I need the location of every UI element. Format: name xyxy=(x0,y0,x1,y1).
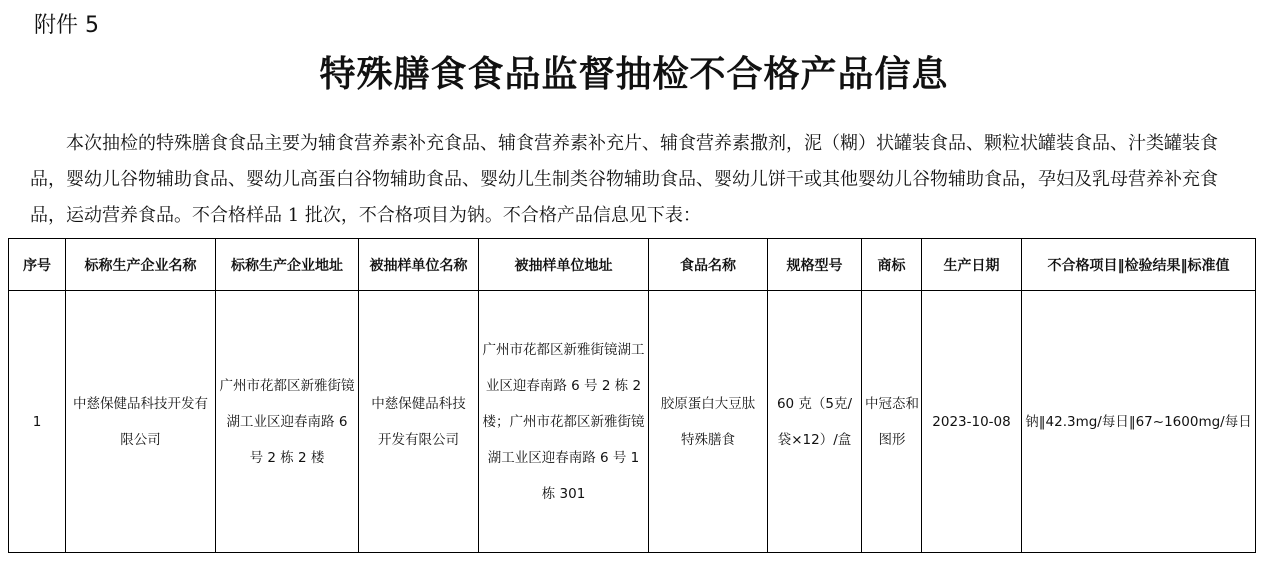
cell-sampled-unit-name-text: 中慈保健品科技开发有限公司 xyxy=(371,395,466,448)
header-sampled-unit-name: 被抽样单位名称 xyxy=(359,239,479,291)
cell-spec-text: 60 克（5克/袋×12）/盒 xyxy=(776,395,853,448)
header-sampled-unit-address: 被抽样单位地址 xyxy=(479,239,649,291)
nonconforming-products-table xyxy=(8,238,1256,553)
cell-trademark xyxy=(862,291,922,553)
table-row xyxy=(9,291,1256,553)
header-production-date: 生产日期 xyxy=(922,239,1022,291)
header-nonconforming-item: 不合格项目‖检验结果‖标准值 xyxy=(1022,239,1256,291)
cell-manufacturer-address xyxy=(216,291,359,553)
cell-trademark-text: 中冠态和图形 xyxy=(865,395,919,448)
cell-manufacturer-name xyxy=(66,291,216,553)
cell-sampled-unit-address xyxy=(479,291,649,553)
cell-food-name xyxy=(649,291,768,553)
header-index: 序号 xyxy=(9,239,66,291)
page-title: 特殊膳食食品监督抽检不合格产品信息 xyxy=(319,54,949,95)
intro-paragraph: 本次抽检的特殊膳食食品主要为辅食营养素补充食品、辅食营养素补充片、辅食营养素撒剂，泥（糊）状罐装食品、颗粒状罐装食品、汁类罐装食品，婴幼儿谷物辅助食品、婴幼儿高蛋白谷物辅助食品、婴幼儿生制类谷物辅助食品、婴幼儿饼干或其他婴幼儿谷物辅助食品，孕妇及乳母营养补充食品，运动营养食品。不合格样品 1 批次，不合格项目为钠。不合格产品信息见下表： xyxy=(30,133,1218,226)
cell-sampled-unit-address-text: 广州市花都区新雅街镜湖工业区迎春南路 6 号 2 栋 2 楼；广州市花都区新雅街镜湖工业区迎春南路 6 号 1 栋 301 xyxy=(482,341,645,502)
cell-spec xyxy=(768,291,862,553)
header-manufacturer-address: 标称生产企业地址 xyxy=(216,239,359,291)
cell-manufacturer-address-text: 广州市花都区新雅街镜湖工业区迎春南路 6 号 2 栋 2 楼 xyxy=(219,377,355,466)
table-header-row xyxy=(9,239,1256,291)
cell-index: 1 xyxy=(9,291,66,553)
header-trademark: 商标 xyxy=(862,239,922,291)
header-food-name: 食品名称 xyxy=(649,239,768,291)
header-manufacturer-name: 标称生产企业名称 xyxy=(66,239,216,291)
cell-production-date: 2023-10-08 xyxy=(922,291,1022,553)
cell-sampled-unit-name xyxy=(359,291,479,553)
header-spec: 规格型号 xyxy=(768,239,862,291)
cell-food-name-text: 胶原蛋白大豆肽特殊膳食 xyxy=(660,395,756,448)
attachment-label: 附件 5 xyxy=(34,13,99,38)
cell-manufacturer-name-text: 中慈保健品科技开发有限公司 xyxy=(73,395,208,448)
cell-nonconforming-item: 钠‖42.3mg/每日‖67~1600mg/每日 xyxy=(1022,291,1256,553)
